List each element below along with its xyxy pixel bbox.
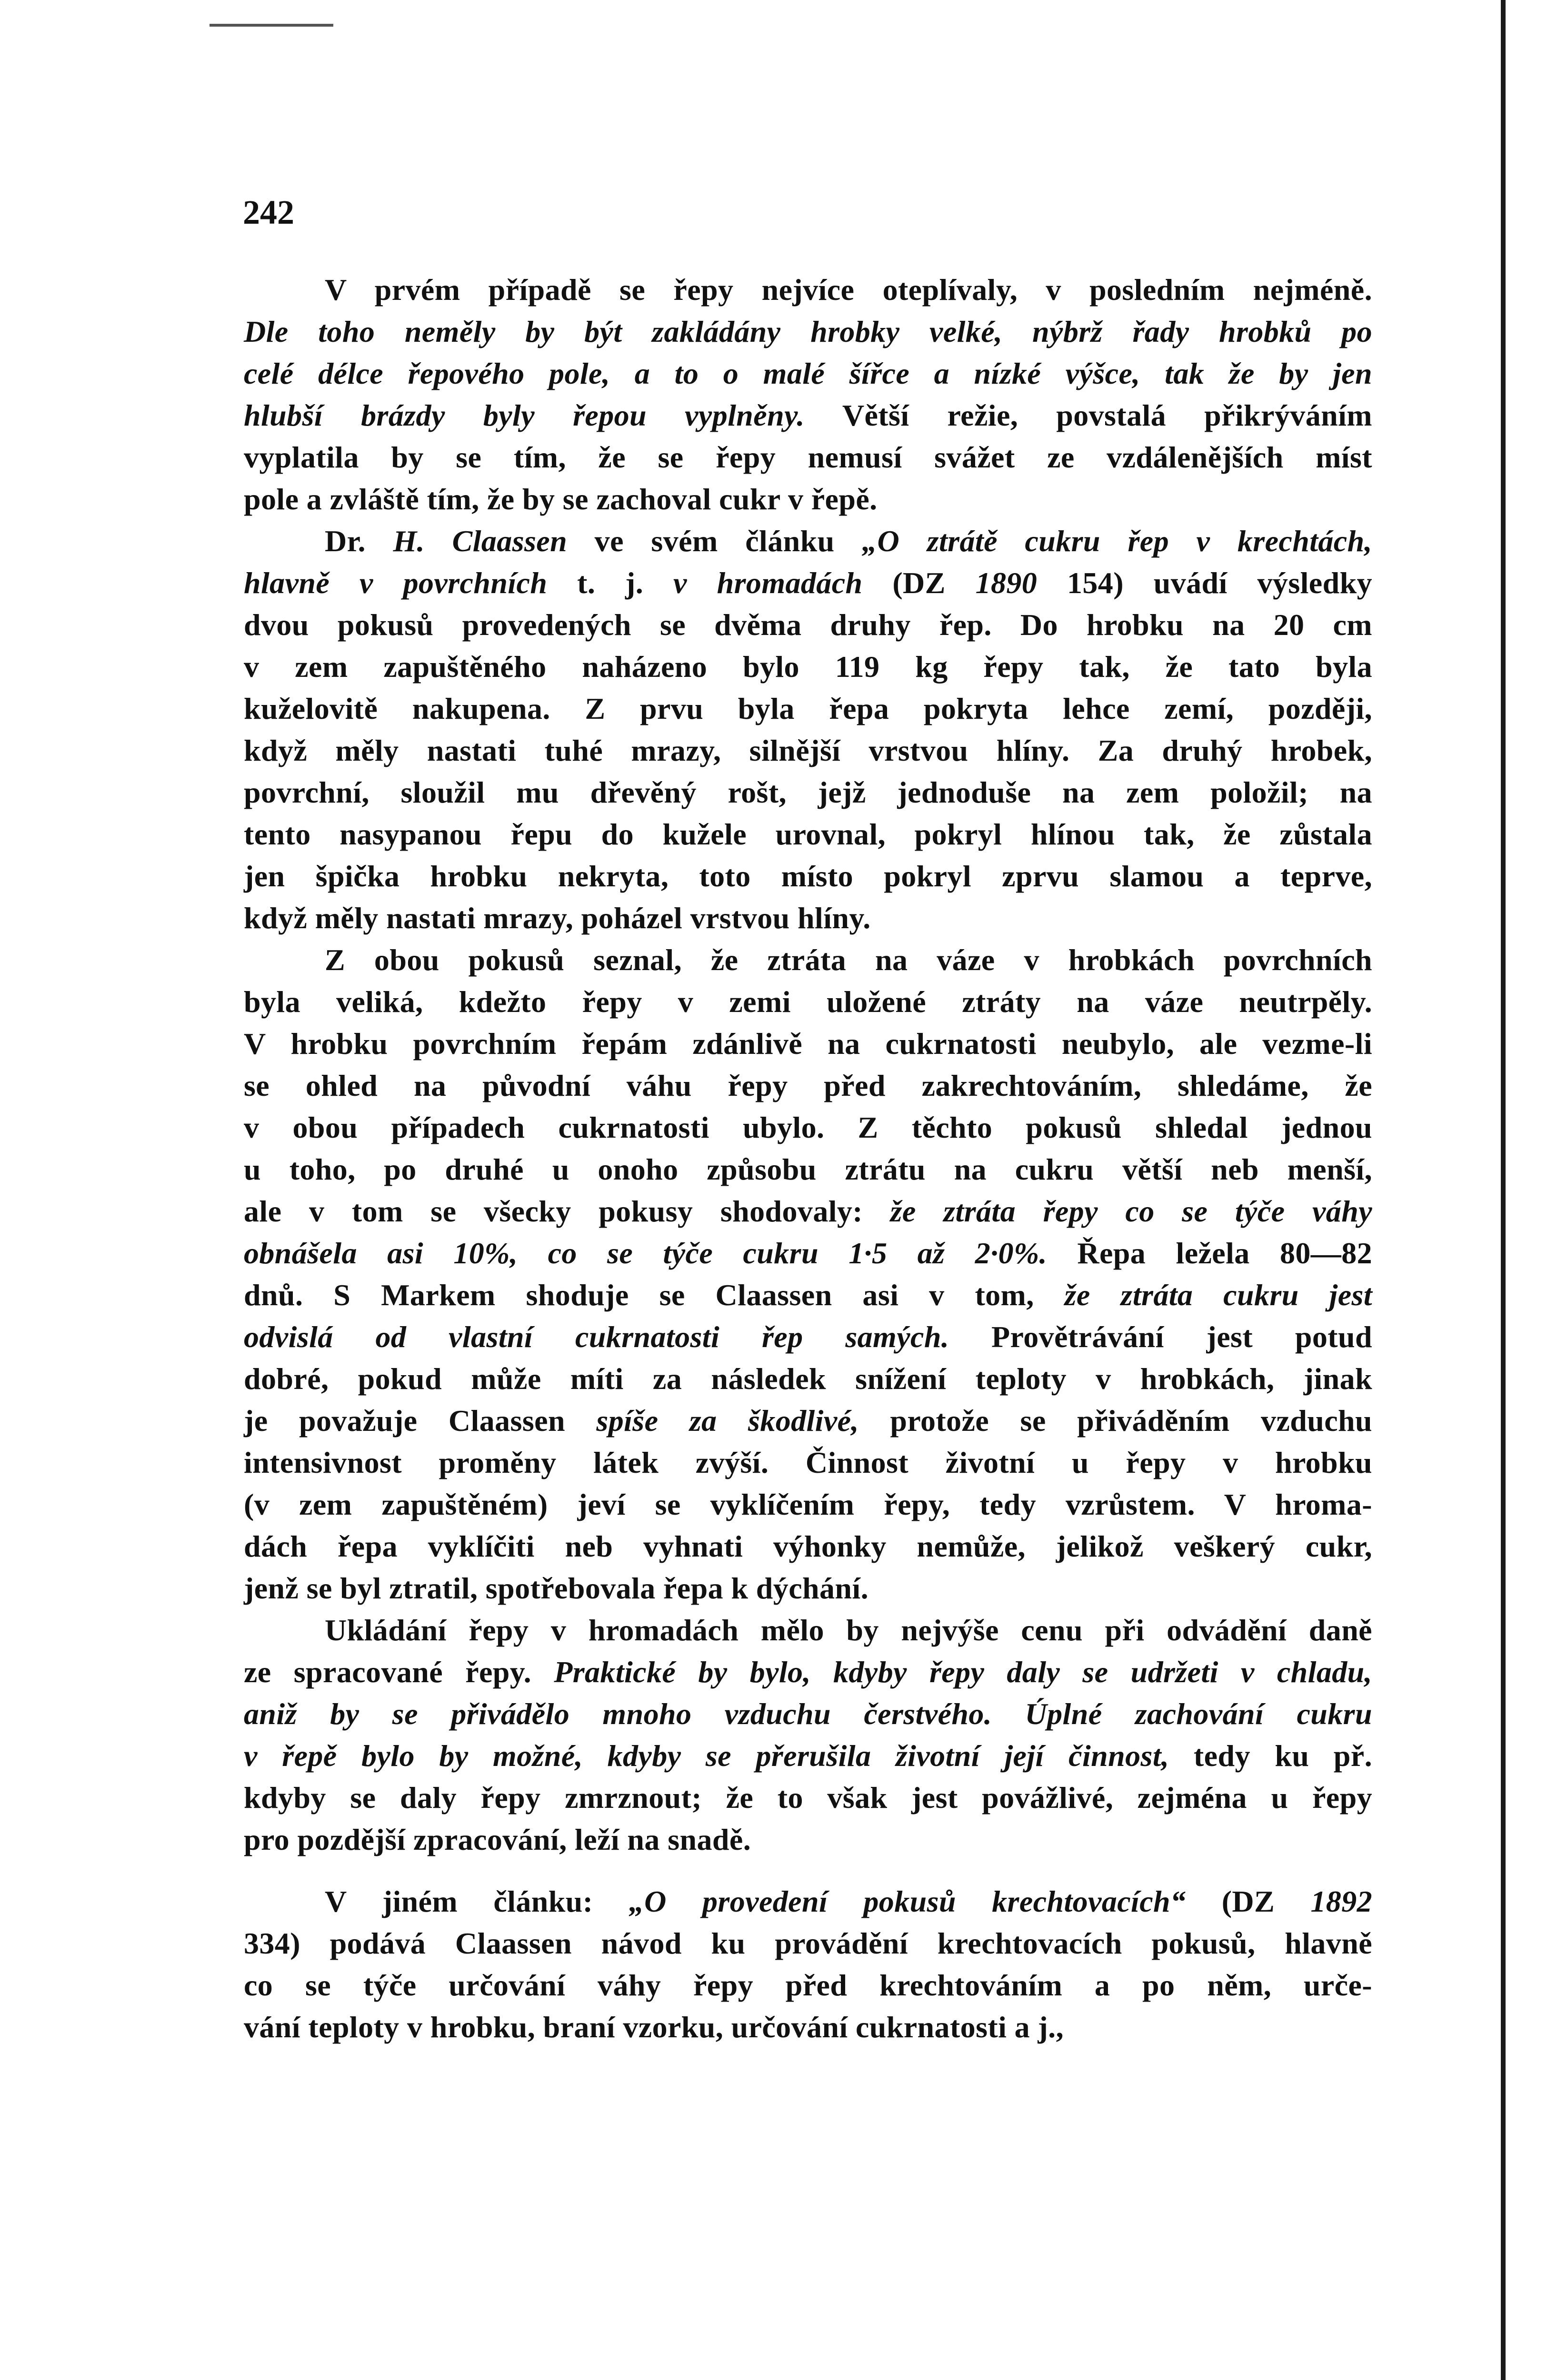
- text-line: [244, 1609, 1372, 1651]
- italic-text: hlavně v povrchních: [244, 566, 548, 600]
- text-line: [244, 604, 1372, 646]
- italic-text: že ztráta cukru jest: [1064, 1278, 1373, 1312]
- text-line: [244, 1232, 1372, 1274]
- italic-text: 1890: [975, 566, 1038, 600]
- text-line: [244, 478, 1372, 520]
- text-run: co se týče určování váhy řepy před krechtováním a po něm, urče-: [244, 1968, 1372, 2002]
- text-run: dvou pokusů provedených se dvěma druhy řep. Do hrobku na 20 cm: [244, 608, 1372, 642]
- text-line: [244, 1442, 1372, 1484]
- text-run: jenž se byl ztratil, spotřebovala řepa k dýchání.: [244, 1571, 868, 1605]
- text-run: (DZ: [862, 566, 976, 600]
- text-run: dách řepa vyklíčiti neb vyhnati výhonky nemůže, jelikož veškerý cukr,: [244, 1529, 1372, 1563]
- italic-text: „O ztrátě cukru řep v krechtách,: [862, 524, 1372, 558]
- text-run: tento nasypanou řepu do kužele urovnal, pokryl hlínou tak, že zůstala: [244, 817, 1372, 851]
- italic-text: 1892: [1310, 1884, 1373, 1918]
- italic-text: odvislá od vlastní cukrnatosti řep samých.: [244, 1320, 949, 1354]
- italic-text: v řepě bylo by možné, kdyby se přerušila životní její činnost,: [244, 1739, 1169, 1773]
- text-run: vyplatila by se tím, že se řepy nemusí svážet ze vzdálenějších míst: [244, 440, 1372, 474]
- italic-text: Praktické by bylo, kdyby řepy daly se udržeti v chladu,: [554, 1655, 1373, 1689]
- text-line: [244, 1358, 1372, 1400]
- scan-top-mark: [210, 24, 333, 27]
- italic-text: „O provedení pokusů krechtovacích“: [629, 1884, 1186, 1918]
- text-line: [244, 646, 1372, 688]
- italic-text: že ztráta řepy co se týče váhy: [890, 1194, 1373, 1228]
- text-line: [244, 269, 1372, 311]
- text-run: je považuje Claassen: [244, 1404, 597, 1438]
- italic-text: spíše za škodlivé,: [596, 1404, 859, 1438]
- paragraph: [244, 1609, 1372, 1861]
- text-line: [244, 939, 1372, 981]
- text-line: [244, 1651, 1372, 1693]
- text-run: u toho, po druhé u onoho způsobu ztrátu na cukru větší neb menší,: [244, 1152, 1372, 1186]
- text-line: [244, 730, 1372, 772]
- text-run: Z obou pokusů seznal, že ztráta na váze v hrobkách povrchních: [325, 943, 1372, 977]
- italic-text: obnášela asi 10%, co se týče cukru 1·5 až 2·0%.: [244, 1236, 1048, 1270]
- text-line: [244, 1923, 1372, 1964]
- text-run: V jiném článku:: [325, 1884, 629, 1918]
- text-run: povrchní, sloužil mu dřevěný rošt, jejž jednoduše na zem položil; na: [244, 775, 1372, 809]
- text-run: ale v tom se všecky pokusy shodovaly:: [244, 1194, 890, 1228]
- italic-text: celé délce řepového pole, a to o malé šířce a nízké výšce, tak že by jen: [244, 357, 1372, 390]
- text-line: [244, 855, 1372, 897]
- text-run: když měly nastati tuhé mrazy, silnější vrstvou hlíny. Za druhý hrobek,: [244, 734, 1372, 767]
- paragraph: [244, 520, 1372, 939]
- text-line: [244, 1881, 1372, 1923]
- paragraph: [244, 1881, 1372, 2048]
- text-line: [244, 1526, 1372, 1567]
- text-line: [244, 1065, 1372, 1107]
- page-number: 242: [243, 193, 294, 231]
- text-line: [244, 1819, 1372, 1861]
- text-line: [244, 1316, 1372, 1358]
- text-line: [244, 897, 1372, 939]
- text-run: (v zem zapuštěném) jeví se vyklíčením řepy, tedy vzrůstem. V hroma-: [244, 1488, 1372, 1521]
- text-run: Dr.: [325, 524, 393, 558]
- text-run: v zem zapuštěného naházeno bylo 119 kg řepy tak, že tato byla: [244, 650, 1372, 684]
- text-run: dnů. S Markem shoduje se Claassen asi v tom,: [244, 1278, 1065, 1312]
- text-run: ve svém článku: [567, 524, 862, 558]
- text-line: [244, 1693, 1372, 1735]
- text-run: dobré, pokud může míti za následek snížení teploty v hrobkách, jinak: [244, 1362, 1372, 1396]
- text-run: se ohled na původní váhu řepy před zakrechtováním, shledáme, že: [244, 1069, 1372, 1102]
- text-line: [244, 520, 1372, 562]
- text-line: [244, 981, 1372, 1023]
- text-line: [244, 1735, 1372, 1777]
- text-line: [244, 1484, 1372, 1526]
- text-run: Provětrávání jest potud: [949, 1320, 1372, 1354]
- text-run: kdyby se daly řepy zmrznout; že to však jest povážlivé, zejména u řepy: [244, 1781, 1372, 1815]
- text-run: t. j.: [547, 566, 673, 600]
- text-line: [244, 1274, 1372, 1316]
- text-run: pole a zvláště tím, že by se zachoval cukr v řepě.: [244, 482, 878, 516]
- paragraph-gap: [244, 1861, 1372, 1881]
- text-line: [244, 772, 1372, 813]
- text-line: [244, 813, 1372, 855]
- text-run: pro pozdější zpracování, leží na snadě.: [244, 1823, 751, 1856]
- text-run: tedy ku př.: [1169, 1739, 1372, 1773]
- text-run: kuželovitě nakupena. Z prvu byla řepa pokryta lehce zemí, později,: [244, 692, 1372, 725]
- text-run: Ukládání řepy v hromadách mělo by nejvýše cenu při odvádění daně: [325, 1613, 1372, 1647]
- text-run: Řepa ležela 80—82: [1047, 1236, 1372, 1270]
- italic-text: v hromadách: [673, 566, 863, 600]
- text-run: V prvém případě se řepy nejvíce oteplívaly, v posledním nejméně.: [325, 273, 1372, 307]
- text-run: vání teploty v hrobku, braní vzorku, určování cukrnatosti a j.,: [244, 2010, 1064, 2044]
- text-line: [244, 688, 1372, 730]
- text-line: [244, 1567, 1372, 1609]
- text-line: [244, 2006, 1372, 2048]
- paragraph: [244, 269, 1372, 520]
- text-run: 334) podává Claassen návod ku provádění krechtovacích pokusů, hlavně: [244, 1926, 1372, 1960]
- text-line: [244, 1964, 1372, 2006]
- paragraph: [244, 939, 1372, 1609]
- text-line: [244, 1400, 1372, 1442]
- italic-text: aniž by se přivádělo mnoho vzduchu čerstvého. Úplné zachování cukru: [244, 1697, 1372, 1731]
- text-line: [244, 1777, 1372, 1819]
- text-line: [244, 1107, 1372, 1149]
- text-line: [244, 562, 1372, 604]
- italic-text: Dle toho neměly by být zakládány hrobky velké, nýbrž řady hrobků po: [244, 315, 1372, 348]
- italic-text: H. Claassen: [393, 524, 568, 558]
- text-line: [244, 353, 1372, 395]
- text-run: Větší režie, povstalá přikrýváním: [804, 398, 1372, 432]
- text-run: V hrobku povrchním řepám zdánlivě na cukrnatosti neubylo, ale vezme-li: [244, 1027, 1372, 1061]
- italic-text: hlubší brázdy byly řepou vyplněny.: [244, 398, 805, 432]
- text-run: jen špička hrobku nekryta, toto místo pokryl zprvu slamou a teprve,: [244, 859, 1372, 893]
- scan-edge-shadow: [1501, 0, 1506, 2380]
- text-run: ze spracované řepy.: [244, 1655, 554, 1689]
- text-run: (DZ: [1186, 1884, 1311, 1918]
- text-line: [244, 1149, 1372, 1190]
- text-run: protože se přiváděním vzduchu: [858, 1404, 1372, 1438]
- text-line: [244, 436, 1372, 478]
- body-text: [244, 269, 1372, 2048]
- text-line: [244, 395, 1372, 436]
- text-run: 154) uvádí výsledky: [1037, 566, 1373, 600]
- text-run: v obou případech cukrnatosti ubylo. Z těchto pokusů shledal jednou: [244, 1111, 1372, 1144]
- text-run: byla veliká, kdežto řepy v zemi uložené ztráty na váze neutrpěly.: [244, 985, 1372, 1019]
- text-run: intensivnost proměny látek zvýší. Činnost životní u řepy v hrobku: [244, 1446, 1372, 1479]
- text-line: [244, 1190, 1372, 1232]
- text-line: [244, 311, 1372, 353]
- text-line: [244, 1023, 1372, 1065]
- text-run: když měly nastati mrazy, poházel vrstvou hlíny.: [244, 901, 871, 935]
